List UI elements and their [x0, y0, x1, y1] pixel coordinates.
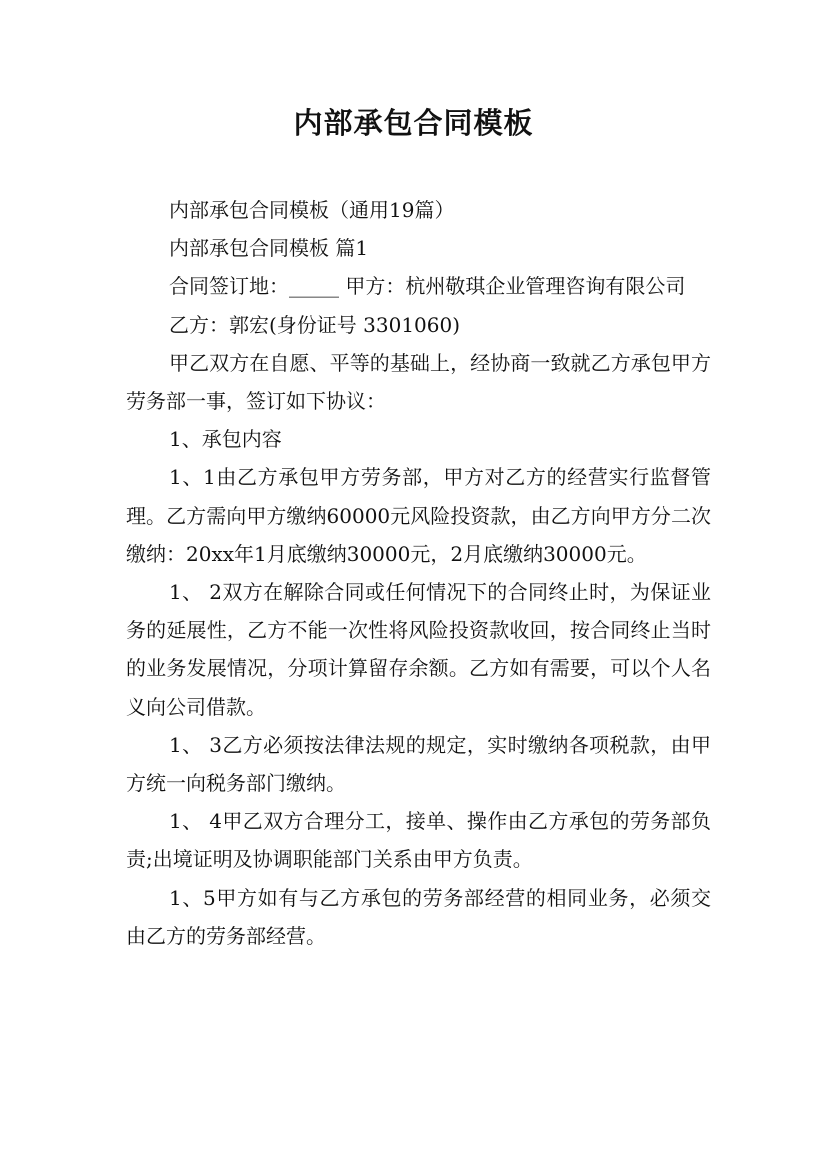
section-heading: 内部承包合同模板 篇1	[169, 236, 369, 261]
clause-1-3: 1、 3乙方必须按法律法规的规定，实时缴纳各项税款，由甲方统一向税务部门缴纳。	[126, 732, 711, 796]
contract-place-party-a: 合同签订地：_____ 甲方：杭州敬琪企业管理咨询有限公司	[169, 274, 686, 299]
clause-1-2: 1、 2双方在解除合同或任何情况下的合同终止时，为保证业务的延展性，乙方不能一次性将风险投资款收回，按合同终止当时的业务发展情况，分项计算留存余额。乙方如有需要，可以个人名义向公司借款。	[126, 580, 711, 719]
clause-1-1: 1、1由乙方承包甲方劳务部，甲方对乙方的经营实行监督管理。乙方需向甲方缴纳60000元风险投资款，由乙方向甲方分二次缴纳：20xx年1月底缴纳30000元，2月底缴纳30000元。	[126, 465, 711, 566]
clause-heading: 1、承包内容	[169, 427, 282, 452]
agreement-intro: 甲乙双方在自愿、平等的基础上，经协商一致就乙方承包甲方劳务部一事，签订如下协议：	[126, 350, 711, 414]
document-title: 内部承包合同模板	[293, 106, 534, 140]
document-body	[126, 191, 711, 955]
clause-1-5: 1、5甲方如有与乙方承包的劳务部经营的相同业务，必须交由乙方的劳务部经营。	[126, 885, 711, 948]
clause-1-4: 1、 4甲乙双方合理分工，接单、操作由乙方承包的劳务部负责;出境证明及协调职能部门关系由甲方负责。	[126, 809, 711, 872]
party-b: 乙方：郭宏(身份证号 3301060)	[169, 312, 461, 337]
doc-subtitle: 内部承包合同模板（通用19篇）	[169, 198, 455, 222]
